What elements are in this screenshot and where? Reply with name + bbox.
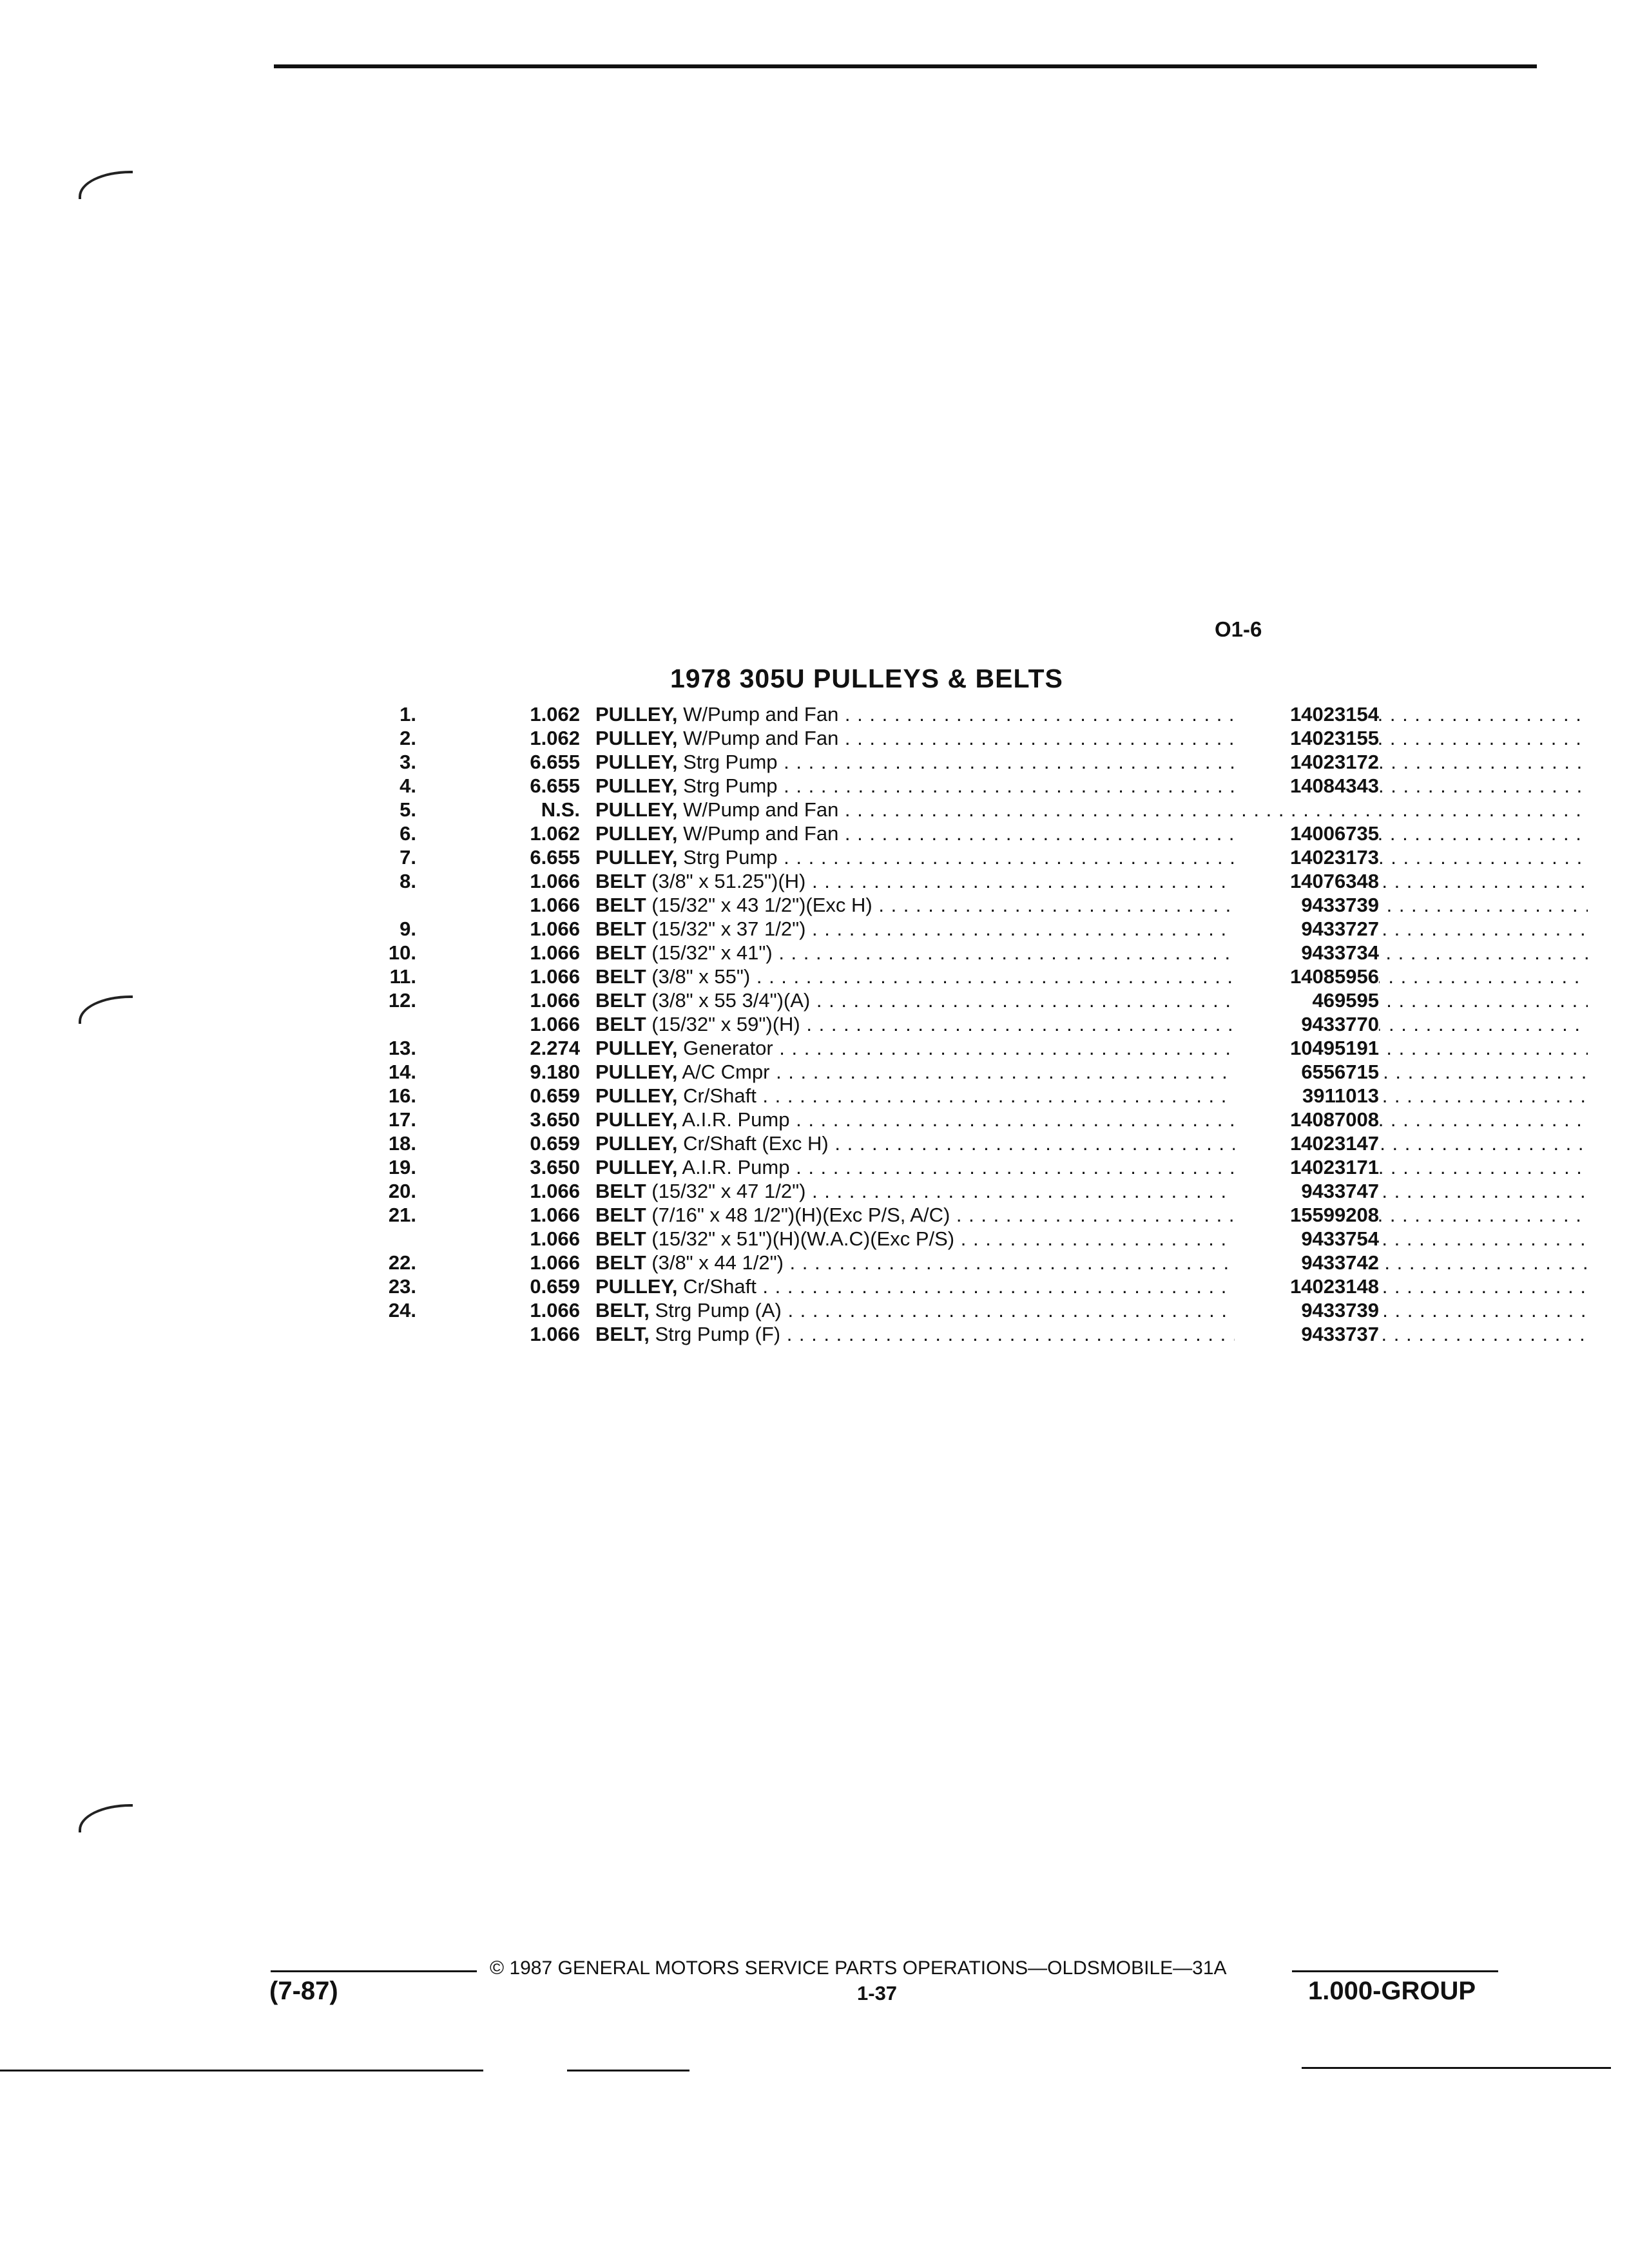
- item-number: 4.: [400, 774, 416, 797]
- part-description: [595, 1131, 1588, 1155]
- part-number: 3911013: [1235, 1084, 1379, 1108]
- group-number: 1.066: [530, 1251, 580, 1274]
- item-number: 23.: [388, 1275, 416, 1298]
- table-row: [348, 1179, 1379, 1203]
- part-keyword: PULLEY,: [595, 703, 678, 726]
- part-number: 14023173: [1235, 845, 1379, 869]
- part-number: 6556715: [1235, 1060, 1379, 1084]
- table-row: [348, 1131, 1379, 1155]
- group-number: 1.066: [530, 1299, 580, 1321]
- page-title: 1978 305U PULLEYS & BELTS: [670, 664, 1063, 693]
- part-number: 469595: [1235, 988, 1379, 1012]
- part-description: [595, 1012, 1588, 1036]
- part-number: 14006735: [1235, 822, 1379, 845]
- group-number: 9.180: [530, 1061, 580, 1083]
- item-number: 5.: [400, 798, 416, 821]
- part-number: 9433737: [1235, 1322, 1379, 1346]
- group-number: 1.066: [530, 989, 580, 1012]
- part-keyword: PULLEY,: [595, 1061, 678, 1083]
- part-number: 14023155: [1235, 726, 1379, 750]
- part-keyword: PULLEY,: [595, 727, 678, 749]
- item-number: 11.: [389, 965, 416, 988]
- item-number: 21.: [388, 1204, 416, 1226]
- item-number: 10.: [388, 941, 416, 964]
- group-number: 1.066: [530, 894, 580, 916]
- footer-rule-right: [1292, 1970, 1498, 1972]
- group-number: 1.066: [530, 965, 580, 988]
- bottom-rule-center: [567, 2070, 689, 2071]
- part-number: 15599208: [1235, 1203, 1379, 1227]
- part-detail: W/Pump and Fan: [683, 822, 839, 845]
- part-description: [595, 1298, 1588, 1322]
- part-number: 9433739: [1235, 1298, 1379, 1322]
- part-number: 9433770: [1235, 1012, 1379, 1036]
- group-number: 6.655: [530, 751, 580, 773]
- part-keyword: PULLEY,: [595, 751, 678, 773]
- table-row: [348, 988, 1379, 1012]
- part-description: [595, 988, 1588, 1012]
- part-description: [595, 1203, 1588, 1227]
- table-row: [348, 965, 1379, 988]
- group-number: N.S.: [541, 798, 580, 821]
- part-number: 9433742: [1235, 1251, 1379, 1274]
- part-detail: (15/32" x 51")(H)(W.A.C)(Exc P/S): [651, 1227, 955, 1250]
- table-row: [348, 1060, 1379, 1084]
- part-description: [595, 702, 1588, 726]
- item-number: 7.: [400, 846, 416, 869]
- group-number: 1.066: [530, 870, 580, 892]
- part-description: [595, 1036, 1588, 1060]
- group-number: 6.655: [530, 846, 580, 869]
- table-row: [348, 798, 1379, 822]
- part-detail: Strg Pump: [683, 774, 778, 797]
- part-detail: A/C Cmpr: [682, 1061, 770, 1083]
- part-number: 14087008: [1235, 1108, 1379, 1131]
- table-row: [348, 1251, 1379, 1274]
- part-number: 9433727: [1235, 917, 1379, 941]
- item-number: 14.: [388, 1061, 416, 1083]
- part-description: [595, 798, 1588, 822]
- part-description: [595, 1179, 1588, 1203]
- part-detail: W/Pump and Fan: [683, 798, 839, 821]
- part-detail: (15/32" x 41"): [651, 941, 773, 964]
- part-description: [595, 869, 1588, 893]
- part-description: [595, 726, 1588, 750]
- part-keyword: BELT: [595, 1180, 646, 1202]
- part-number: 14023154: [1235, 702, 1379, 726]
- group-number: 3.650: [530, 1156, 580, 1178]
- group-number: 0.659: [530, 1132, 580, 1155]
- part-description: [595, 1084, 1588, 1108]
- top-rule: [274, 64, 1537, 68]
- part-keyword: PULLEY,: [595, 1108, 678, 1131]
- part-detail: W/Pump and Fan: [683, 703, 839, 726]
- item-number: 20.: [388, 1180, 416, 1202]
- part-number: 14085956: [1235, 965, 1379, 988]
- bottom-rule-right: [1302, 2067, 1611, 2069]
- table-row: [348, 1036, 1379, 1060]
- bottom-rule-left: [0, 2070, 483, 2071]
- part-keyword: BELT: [595, 1251, 646, 1274]
- table-row: [348, 1155, 1379, 1179]
- footer-page-number: 1-37: [857, 1982, 898, 2004]
- part-keyword: BELT: [595, 941, 646, 964]
- binder-hole-mark: [79, 1804, 133, 1832]
- part-detail: Strg Pump: [683, 846, 778, 869]
- part-detail: W/Pump and Fan: [683, 727, 839, 749]
- part-keyword: PULLEY,: [595, 846, 678, 869]
- part-keyword: BELT: [595, 918, 646, 940]
- table-row: [348, 1298, 1379, 1322]
- group-number: 3.650: [530, 1108, 580, 1131]
- part-number: 14084343: [1235, 774, 1379, 798]
- part-keyword: BELT: [595, 1013, 646, 1035]
- item-number: 19.: [388, 1156, 416, 1178]
- part-keyword: PULLEY,: [595, 1037, 678, 1059]
- part-description: [595, 893, 1588, 917]
- part-keyword: PULLEY,: [595, 798, 678, 821]
- footer-group-label: 1.000-GROUP: [1308, 1977, 1476, 2005]
- table-row: [348, 941, 1379, 965]
- group-number: 1.062: [530, 703, 580, 726]
- part-description: [595, 774, 1588, 798]
- part-number: 14023172: [1235, 750, 1379, 774]
- part-keyword: BELT,: [595, 1299, 650, 1321]
- parts-table: [348, 702, 1379, 1346]
- table-row: [348, 1108, 1379, 1131]
- part-keyword: BELT: [595, 989, 646, 1012]
- table-row: [348, 1274, 1379, 1298]
- group-number: 1.066: [530, 1013, 580, 1035]
- item-number: 1.: [400, 703, 416, 726]
- part-number: 9433754: [1235, 1227, 1379, 1251]
- group-number: 1.062: [530, 822, 580, 845]
- item-number: 22.: [388, 1251, 416, 1274]
- part-description: [595, 965, 1588, 988]
- part-keyword: PULLEY,: [595, 1084, 678, 1107]
- footer-revision-date: (7-87): [269, 1977, 338, 2005]
- group-number: 6.655: [530, 774, 580, 797]
- footer-rule-left: [271, 1970, 477, 1972]
- item-number: 3.: [400, 751, 416, 773]
- part-detail: (3/8" x 55"): [651, 965, 751, 988]
- part-description: [595, 1108, 1588, 1131]
- group-number: 1.066: [530, 1204, 580, 1226]
- part-number: 9433739: [1235, 893, 1379, 917]
- part-description: [595, 750, 1588, 774]
- table-row: [348, 1322, 1379, 1346]
- part-description: [595, 1060, 1588, 1084]
- table-row: [348, 1084, 1379, 1108]
- part-detail: Strg Pump (F): [655, 1323, 781, 1345]
- part-detail: (3/8" x 51.25")(H): [651, 870, 806, 892]
- part-keyword: PULLEY,: [595, 1132, 678, 1155]
- part-detail: Cr/Shaft: [683, 1084, 757, 1107]
- binder-hole-mark: [79, 995, 133, 1024]
- item-number: 17.: [388, 1108, 416, 1131]
- part-keyword: BELT: [595, 870, 646, 892]
- part-detail: (15/32" x 37 1/2"): [651, 918, 806, 940]
- part-detail: A.I.R. Pump: [682, 1108, 790, 1131]
- footer-copyright: © 1987 GENERAL MOTORS SERVICE PARTS OPERATIONS—OLDSMOBILE—31A: [490, 1957, 1227, 1979]
- part-detail: (15/32" x 47 1/2"): [651, 1180, 806, 1202]
- group-number: 1.066: [530, 1323, 580, 1345]
- part-detail: Strg Pump (A): [655, 1299, 782, 1321]
- item-number: 2.: [400, 727, 416, 749]
- part-number: 9433747: [1235, 1179, 1379, 1203]
- group-number: 0.659: [530, 1084, 580, 1107]
- part-keyword: BELT: [595, 965, 646, 988]
- part-keyword: BELT,: [595, 1323, 650, 1345]
- part-number: 10495191: [1235, 1036, 1379, 1060]
- group-number: 2.274: [530, 1037, 580, 1059]
- binder-hole-mark: [79, 171, 133, 199]
- item-number: 12.: [388, 989, 416, 1012]
- part-keyword: PULLEY,: [595, 822, 678, 845]
- part-description: [595, 1251, 1588, 1274]
- part-detail: (3/8" x 44 1/2"): [651, 1251, 784, 1274]
- table-row: [348, 822, 1379, 845]
- part-detail: Strg Pump: [683, 751, 778, 773]
- item-number: 13.: [388, 1037, 416, 1059]
- table-row: [348, 1203, 1379, 1227]
- part-detail: (15/32" x 59")(H): [651, 1013, 800, 1035]
- part-description: [595, 917, 1588, 941]
- item-number: 6.: [400, 822, 416, 845]
- group-number: 0.659: [530, 1275, 580, 1298]
- table-row: [348, 702, 1379, 726]
- group-number: 1.066: [530, 941, 580, 964]
- part-description: [595, 822, 1588, 845]
- item-number: 8.: [400, 870, 416, 892]
- table-row: [348, 869, 1379, 893]
- item-number: 24.: [388, 1299, 416, 1321]
- part-description: [595, 1227, 1588, 1251]
- part-detail: (3/8" x 55 3/4")(A): [651, 989, 811, 1012]
- part-keyword: PULLEY,: [595, 1156, 678, 1178]
- table-row: [348, 893, 1379, 917]
- table-row: [348, 1227, 1379, 1251]
- part-number: 9433734: [1235, 941, 1379, 965]
- part-number: 14076348: [1235, 869, 1379, 893]
- part-detail: Cr/Shaft: [683, 1275, 757, 1298]
- part-description: [595, 845, 1588, 869]
- table-row: [348, 845, 1379, 869]
- part-number: 14023147: [1235, 1131, 1379, 1155]
- part-number: 14023148: [1235, 1274, 1379, 1298]
- table-row: [348, 1012, 1379, 1036]
- part-keyword: PULLEY,: [595, 1275, 678, 1298]
- part-keyword: BELT: [595, 894, 646, 916]
- part-detail: Cr/Shaft (Exc H): [683, 1132, 829, 1155]
- table-row: [348, 917, 1379, 941]
- table-row: [348, 774, 1379, 798]
- part-detail: (7/16" x 48 1/2")(H)(Exc P/S, A/C): [651, 1204, 950, 1226]
- part-detail: Generator: [683, 1037, 773, 1059]
- part-description: [595, 1274, 1588, 1298]
- part-description: [595, 1155, 1588, 1179]
- part-detail: A.I.R. Pump: [682, 1156, 790, 1178]
- group-number: 1.066: [530, 1227, 580, 1250]
- section-code: O1-6: [1215, 617, 1262, 641]
- part-detail: (15/32" x 43 1/2")(Exc H): [651, 894, 872, 916]
- table-row: [348, 750, 1379, 774]
- part-number: 14023171: [1235, 1155, 1379, 1179]
- group-number: 1.066: [530, 918, 580, 940]
- table-row: [348, 726, 1379, 750]
- part-keyword: PULLEY,: [595, 774, 678, 797]
- part-description: [595, 1322, 1588, 1346]
- item-number: 18.: [388, 1132, 416, 1155]
- item-number: 9.: [400, 918, 416, 940]
- part-keyword: BELT: [595, 1204, 646, 1226]
- group-number: 1.062: [530, 727, 580, 749]
- part-keyword: BELT: [595, 1227, 646, 1250]
- group-number: 1.066: [530, 1180, 580, 1202]
- part-description: [595, 941, 1588, 965]
- item-number: 16.: [388, 1084, 416, 1107]
